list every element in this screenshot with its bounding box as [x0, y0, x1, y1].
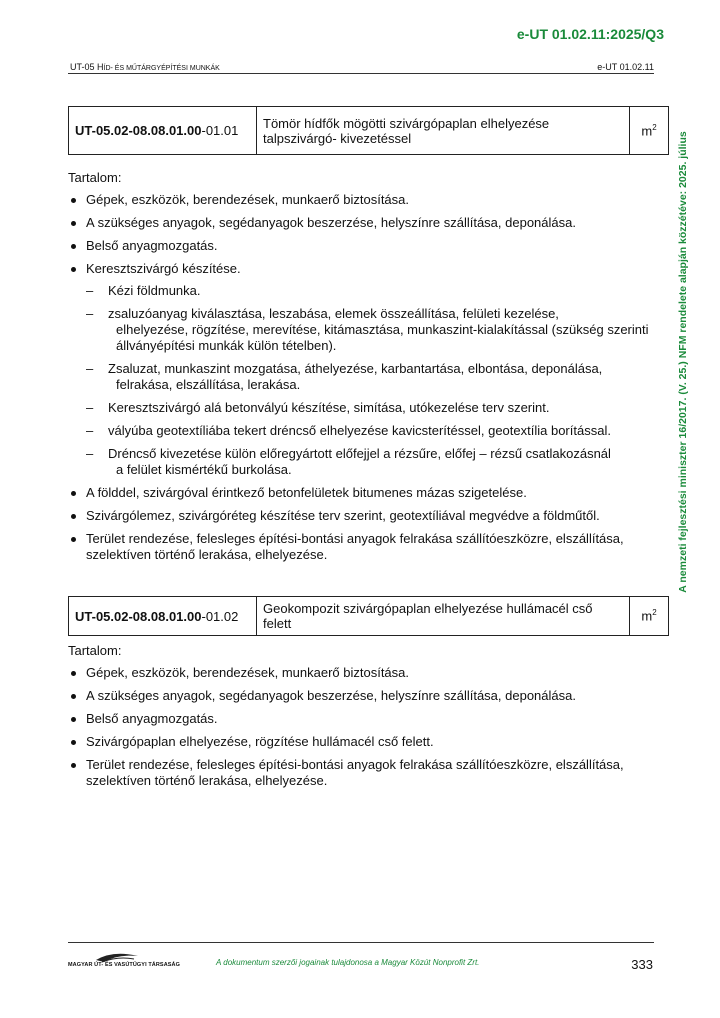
list-item-text: Keresztszivárgó készítése.: [86, 261, 241, 276]
item-code-main: UT-05.02-08.08.01.00: [75, 608, 202, 624]
sub-list-item: – Kézi földmunka.: [68, 283, 658, 299]
header-standard: e-UT 01.02.11: [597, 62, 654, 72]
list-item: Belső anyagmozgatás.: [68, 238, 658, 254]
sub-list-item: – Zsaluzat, munkaszint mozgatása, áthelyezése, karbantartása, elbontása, deponálása, felrakása, elszállítása, lerakása.: [68, 361, 658, 393]
item-code: [69, 597, 257, 636]
sub-list-item: – vályúba geotextíliába tekert dréncső elhelyezése kavicsterítéssel, geotextília borítással.: [68, 423, 658, 439]
item-content-2: [68, 643, 658, 796]
content-label: Tartalom:: [68, 643, 122, 658]
list-item: A szükséges anyagok, segédanyagok beszerzése, helyszínre szállítása, deponálása.: [68, 215, 658, 231]
header-chapter-main: UT-05 H: [70, 62, 104, 72]
item-code-suffix: -01.01: [201, 123, 239, 138]
sub-list-item: – Keresztszivárgó alá betonvályú készítése, simítása, utókezelése terv szerint.: [68, 400, 658, 416]
list-item: Belső anyagmozgatás.: [68, 711, 658, 727]
item-header-table-1: [68, 106, 669, 155]
list-item: Szivárgólemez, szivárgóréteg készítése terv szerint, geotextíliával megvédve a földműtől.: [68, 508, 658, 524]
item-title: Tömör hídfők mögötti szivárgópaplan elhelyezése talpszivárgó- kivezetéssel: [257, 107, 630, 155]
item-header-table-2: [68, 596, 669, 636]
document-code: e-UT 01.02.11:2025/Q3: [516, 26, 664, 42]
item-content-1: [68, 170, 658, 570]
item-unit: $m^2$: [630, 107, 669, 155]
content-label: Tartalom:: [68, 170, 122, 185]
item-unit: $m^2$: [630, 597, 669, 636]
list-item: Szivárgópaplan elhelyezése, rögzítése hullámacél cső felett.: [68, 734, 658, 750]
item-code-main: UT-05.02-08.08.01.00: [75, 123, 202, 138]
sub-list: [86, 283, 658, 478]
item-code-suffix: -01.02: [201, 608, 239, 624]
list-item: Gépek, eszközök, berendezések, munkaerő biztosítása.: [68, 665, 658, 681]
item-code: [69, 107, 257, 155]
list-item: A szükséges anyagok, segédanyagok beszerzése, helyszínre szállítása, deponálása.: [68, 688, 658, 704]
sub-list-item: – Dréncső kivezetése külön előregyártott előfejjel a rézsűre, előfej – rézsű csatlakozásnál a felület kismértékű burkolása.: [68, 446, 658, 478]
footer-divider: [68, 942, 654, 943]
header-chapter: [70, 62, 220, 72]
header-divider: [68, 73, 654, 74]
copyright-note: A dokumentum szerzői jogainak tulajdonosa a Magyar Közút Nonprofit Zrt.: [216, 958, 480, 967]
list-item: Terület rendezése, felesleges építési-bontási anyagok felrakása szállítóeszközre, elszállítása, szelektíven történő lerakása, elhelyezése.: [68, 531, 658, 563]
header-chapter-small: ÍD- ÉS MŰTÁRGYÉPÍTÉSI MUNKÁK: [103, 65, 220, 72]
list-item: Terület rendezése, felesleges építési-bontási anyagok felrakása szállítóeszközre, elszállítása, szelektíven történő lerakása, elhelyezése.: [68, 757, 658, 789]
sub-list-item: – zsaluzóanyag kiválasztása, leszabása, elemek összeállítása, felületi kezelése, elhelyezése, rögzítése, merevítése, kitámasztása, munkaszint-kialakítással (szükség szerinti állványépítési munkák külön tételben).: [68, 306, 658, 354]
page-number: 333: [631, 957, 653, 972]
society-logo-text: MAGYAR ÚT- ÉS VASÚTÜGYI TÁRSASÁG: [68, 962, 180, 968]
list-item: [68, 261, 658, 478]
item-title: Geokompozit szivárgópaplan elhelyezése hullámacél cső felett: [257, 597, 630, 636]
list-item: Gépek, eszközök, berendezések, munkaerő biztosítása.: [68, 192, 658, 208]
list-item: A földdel, szivárgóval érintkező betonfelületek bitumenes mázas szigetelése.: [68, 485, 658, 501]
publication-note: A nemzeti fejlesztési miniszter 16/2017. (V. 25.) NFM rendelete alapján közzétéve: 2025. július: [677, 131, 689, 593]
